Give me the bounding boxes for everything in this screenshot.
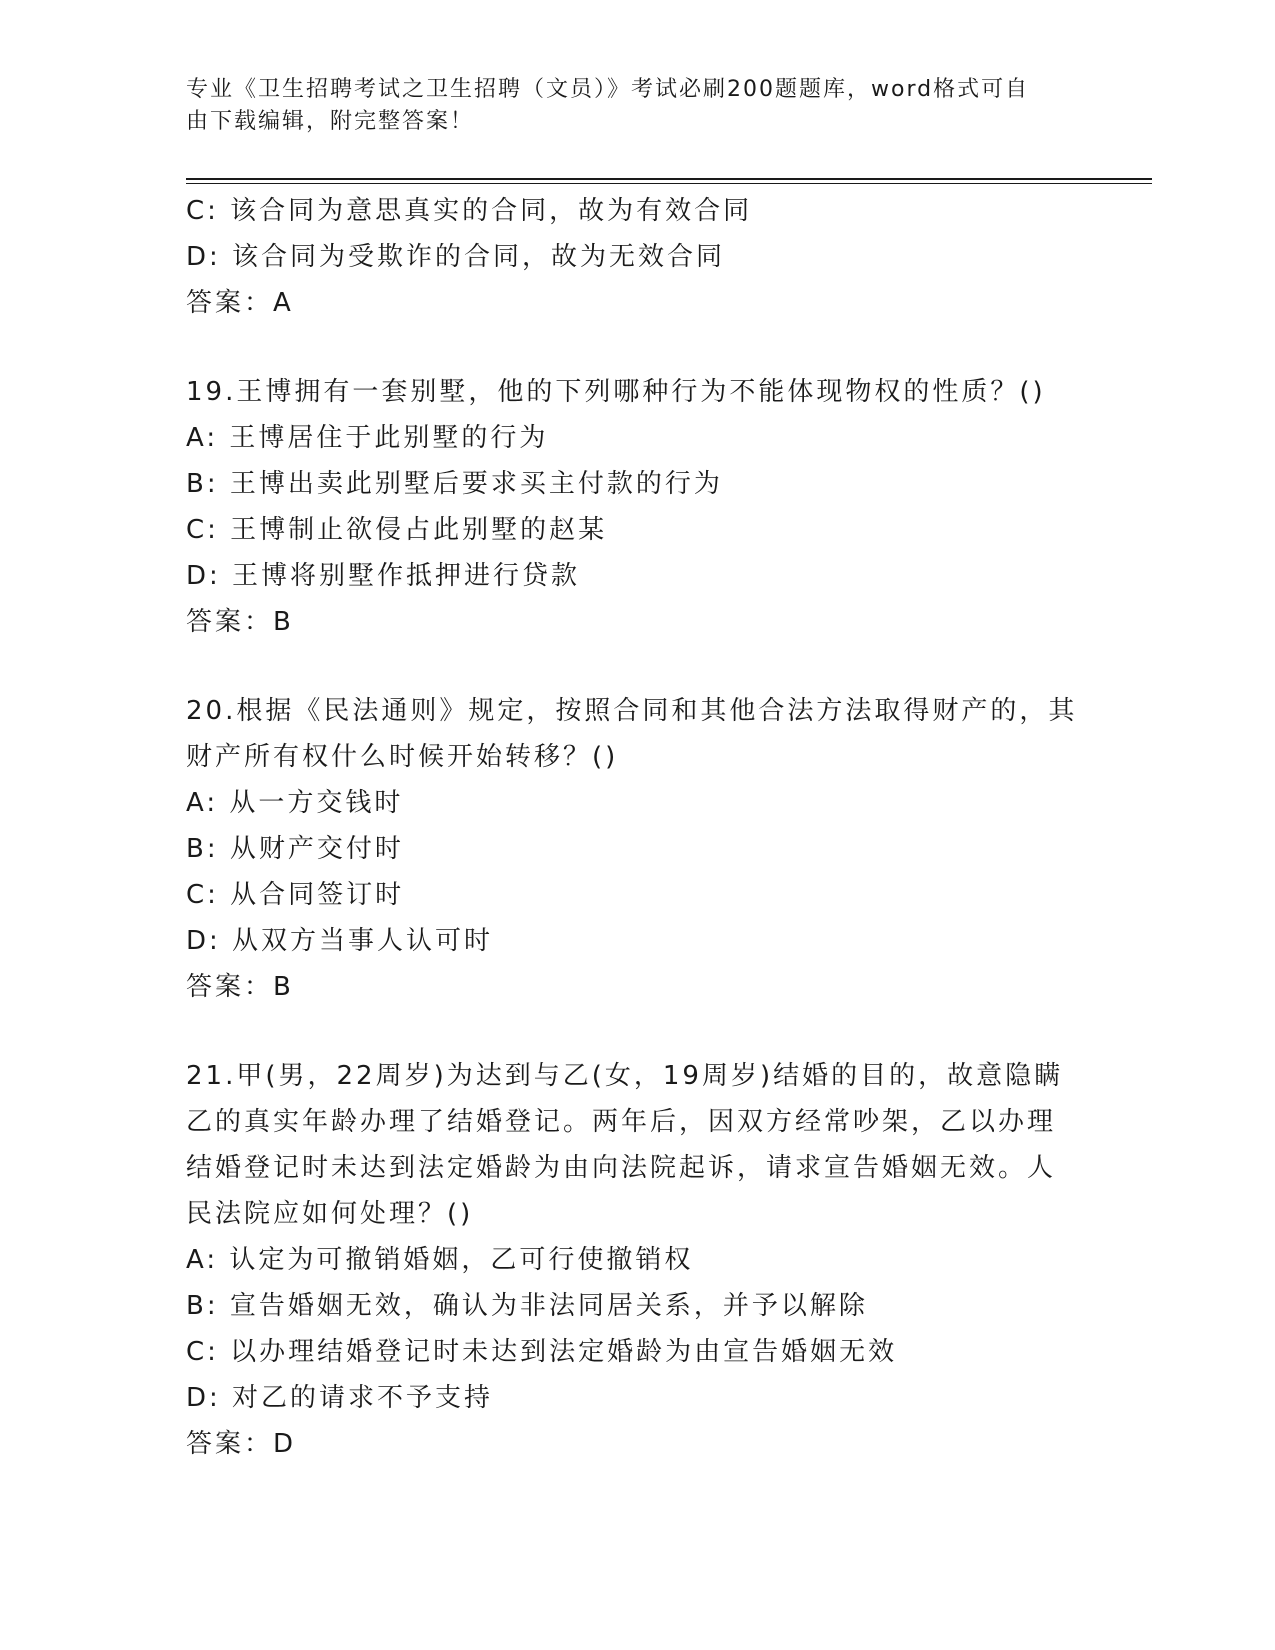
option-a: A: 认定为可撤销婚姻，乙可行使撤销权: [186, 1245, 694, 1275]
question-stem: 民法院应如何处理？(): [186, 1199, 474, 1229]
question-block-19: [186, 369, 1086, 645]
spacer: [186, 1010, 1086, 1053]
spacer: [186, 645, 1086, 688]
header-divider: [186, 178, 1152, 180]
option-b: B: 王博出卖此别墅后要求买主付款的行为: [186, 469, 723, 499]
question-block-21: [186, 1053, 1086, 1467]
option-c: C: 该合同为意思真实的合同，故为有效合同: [186, 196, 753, 226]
header-line: 由下载编辑，附完整答案！: [186, 109, 475, 134]
question-stem: 财产所有权什么时候开始转移？(): [186, 742, 619, 772]
option-c: C: 从合同签订时: [186, 880, 405, 910]
spacer: [186, 326, 1086, 369]
question-stem: 结婚登记时未达到法定婚龄为由向法院起诉，请求宣告婚姻无效。人: [186, 1153, 1057, 1183]
option-d: D: 王博将别墅作抵押进行贷款: [186, 561, 581, 591]
option-b: B: 宣告婚姻无效，确认为非法同居关系，并予以解除: [186, 1291, 868, 1321]
question-list: [186, 188, 1086, 1467]
question-stem: 20.根据《民法通则》规定，按照合同和其他合法方法取得财产的，其: [186, 696, 1078, 726]
question-stem: 乙的真实年龄办理了结婚登记。两年后，因双方经常吵架，乙以办理: [186, 1107, 1057, 1137]
option-b: B: 从财产交付时: [186, 834, 404, 864]
answer-line: 答案：D: [186, 1429, 297, 1459]
option-a: A: 王博居住于此别墅的行为: [186, 423, 549, 453]
option-d: D: 该合同为受欺诈的合同，故为无效合同: [186, 242, 726, 272]
header-divider-thin: [186, 183, 1152, 184]
option-c: C: 王博制止欲侵占此别墅的赵某: [186, 515, 608, 545]
question-stem: 19.王博拥有一套别墅，他的下列哪种行为不能体现物权的性质？(): [186, 377, 1046, 407]
question-block-prev: [186, 188, 1086, 326]
option-a: A: 从一方交钱时: [186, 788, 404, 818]
answer-line: 答案：B: [186, 972, 294, 1002]
answer-line: 答案：B: [186, 607, 294, 637]
option-c: C: 以办理结婚登记时未达到法定婚龄为由宣告婚姻无效: [186, 1337, 898, 1367]
header-line: 专业《卫生招聘考试之卫生招聘（文员）》考试必刷200题题库，word格式可自: [186, 77, 1030, 102]
option-d: D: 从双方当事人认可时: [186, 926, 494, 956]
question-block-20: [186, 688, 1086, 1010]
answer-line: 答案：A: [186, 288, 294, 318]
option-d: D: 对乙的请求不予支持: [186, 1383, 494, 1413]
question-stem: 21.甲(男，22周岁)为达到与乙(女，19周岁)结婚的目的，故意隐瞒: [186, 1061, 1064, 1091]
document-header: [186, 74, 1066, 138]
